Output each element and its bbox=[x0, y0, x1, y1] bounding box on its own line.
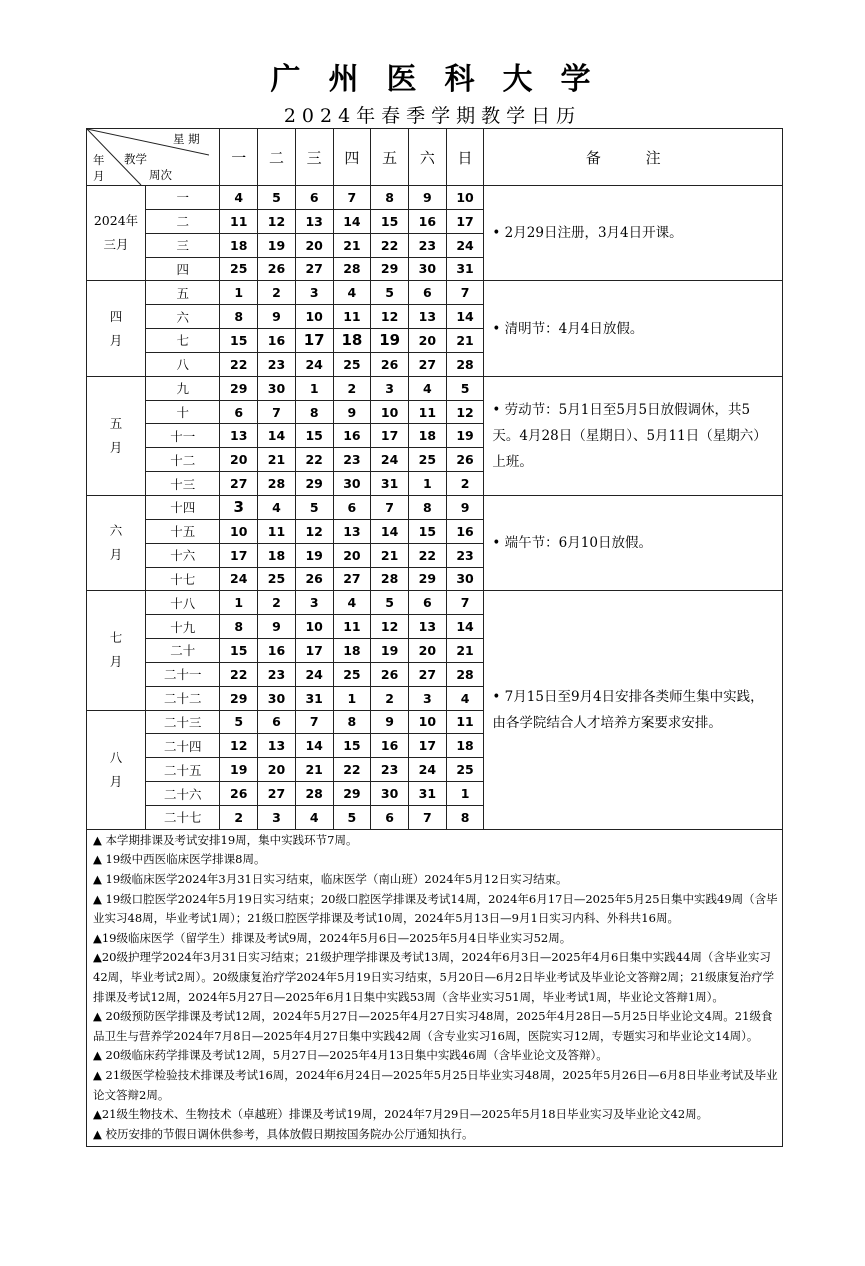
day-cell: 21 bbox=[446, 639, 484, 663]
day-cell: 21 bbox=[371, 543, 409, 567]
day-cell: 28 bbox=[446, 662, 484, 686]
day-cell: 22 bbox=[220, 662, 258, 686]
day-cell: 9 bbox=[371, 710, 409, 734]
day-cell: 20 bbox=[408, 329, 446, 353]
day-cell: 3 bbox=[220, 495, 258, 519]
day-cell: 10 bbox=[371, 400, 409, 424]
day-cell: 23 bbox=[258, 352, 296, 376]
day-cell: 5 bbox=[258, 186, 296, 210]
day-cell: 4 bbox=[258, 495, 296, 519]
week-number: 十九 bbox=[146, 615, 220, 639]
day-cell: 31 bbox=[371, 472, 409, 496]
day-cell: 13 bbox=[333, 519, 371, 543]
month-label-line: 三月 bbox=[103, 237, 129, 253]
note-item: ▲19级临床医学（留学生）排课及考试9周，2024年5月6日—2025年5月4日毕业实习52周。 bbox=[93, 930, 572, 945]
week-number: 七 bbox=[146, 329, 220, 353]
weekday-header: 六 bbox=[408, 129, 446, 186]
day-cell: 8 bbox=[408, 495, 446, 519]
month-label-line: 月 bbox=[109, 439, 123, 455]
note-item: ▲ 19级口腔医学2024年5月19日实习结束；20级口腔医学排课及考试14周，2024年6月17日—2025年5月25日集中实践49周（含毕业实习48周，毕业考试1周）；21级口腔医学排课及考试10周，2024年5月13日—9月1日实习内科、外科共16周。 bbox=[93, 891, 778, 926]
day-cell: 6 bbox=[408, 281, 446, 305]
week-number: 八 bbox=[146, 352, 220, 376]
day-cell: 29 bbox=[295, 472, 333, 496]
day-cell: 23 bbox=[408, 233, 446, 257]
week-number: 六 bbox=[146, 305, 220, 329]
month-label-line: 月 bbox=[109, 654, 123, 670]
day-cell: 22 bbox=[371, 233, 409, 257]
day-cell: 10 bbox=[408, 710, 446, 734]
week-row bbox=[87, 376, 783, 400]
corner-week-label-2: 周次 bbox=[149, 168, 172, 182]
day-cell: 6 bbox=[258, 710, 296, 734]
day-cell: 3 bbox=[295, 591, 333, 615]
week-number: 十七 bbox=[146, 567, 220, 591]
day-cell: 17 bbox=[295, 329, 333, 353]
day-cell: 13 bbox=[258, 734, 296, 758]
month-label bbox=[87, 281, 146, 376]
notes-cell bbox=[87, 829, 783, 1147]
day-cell: 7 bbox=[333, 186, 371, 210]
day-cell: 7 bbox=[371, 495, 409, 519]
corner-month-label: 月 bbox=[93, 169, 105, 183]
day-cell: 13 bbox=[408, 615, 446, 639]
day-cell: 31 bbox=[408, 782, 446, 806]
day-cell: 30 bbox=[446, 567, 484, 591]
day-cell: 17 bbox=[295, 639, 333, 663]
month-label-line: 月 bbox=[109, 547, 123, 563]
week-number: 二十七 bbox=[146, 805, 220, 829]
day-cell: 5 bbox=[371, 281, 409, 305]
day-cell: 11 bbox=[220, 209, 258, 233]
day-cell: 30 bbox=[258, 376, 296, 400]
day-cell: 15 bbox=[371, 209, 409, 233]
day-cell: 11 bbox=[258, 519, 296, 543]
month-label-line: 四 bbox=[109, 308, 123, 324]
page-subtitle: 2024年春季学期教学日历 bbox=[283, 105, 582, 127]
week-number: 九 bbox=[146, 376, 220, 400]
day-cell: 27 bbox=[295, 257, 333, 281]
day-cell: 18 bbox=[446, 734, 484, 758]
day-cell: 22 bbox=[220, 352, 258, 376]
month-remark: • 劳动节：5月1日至5月5日放假调休，共5天。4月28日（星期日）、5月11日（星期六）上班。 bbox=[484, 376, 783, 495]
day-cell: 28 bbox=[258, 472, 296, 496]
day-cell: 31 bbox=[446, 257, 484, 281]
day-cell: 19 bbox=[446, 424, 484, 448]
day-cell: 19 bbox=[295, 543, 333, 567]
day-cell: 11 bbox=[333, 305, 371, 329]
weekday-header: 日 bbox=[446, 129, 484, 186]
week-number: 二十一 bbox=[146, 662, 220, 686]
day-cell: 18 bbox=[333, 639, 371, 663]
day-cell: 16 bbox=[371, 734, 409, 758]
day-cell: 21 bbox=[333, 233, 371, 257]
week-number: 三 bbox=[146, 233, 220, 257]
day-cell: 28 bbox=[295, 782, 333, 806]
day-cell: 19 bbox=[220, 758, 258, 782]
day-cell: 26 bbox=[371, 352, 409, 376]
day-cell: 7 bbox=[446, 281, 484, 305]
day-cell: 2 bbox=[371, 686, 409, 710]
note-item: ▲21级生物技术、生物技术（卓越班）排课及考试19周，2024年7月29日—2025年5月18日毕业实习及毕业论文42周。 bbox=[93, 1107, 709, 1122]
day-cell: 19 bbox=[371, 639, 409, 663]
week-number: 十八 bbox=[146, 591, 220, 615]
note-item: ▲ 21级医学检验技术排课及考试16周，2024年6月24日—2025年5月25日毕业实习48周，2025年5月26日—6月8日毕业考试及毕业论文答辩2周。 bbox=[93, 1067, 778, 1102]
day-cell: 12 bbox=[371, 305, 409, 329]
notes-list bbox=[93, 831, 778, 1145]
day-cell: 19 bbox=[371, 329, 409, 353]
day-cell: 26 bbox=[446, 448, 484, 472]
day-cell: 13 bbox=[295, 209, 333, 233]
day-cell: 9 bbox=[446, 495, 484, 519]
day-cell: 4 bbox=[408, 376, 446, 400]
day-cell: 18 bbox=[333, 329, 371, 353]
day-cell: 20 bbox=[333, 543, 371, 567]
day-cell: 8 bbox=[446, 805, 484, 829]
day-cell: 12 bbox=[446, 400, 484, 424]
month-label-line: 六 bbox=[109, 523, 123, 539]
day-cell: 25 bbox=[220, 257, 258, 281]
weekday-header: 五 bbox=[371, 129, 409, 186]
day-cell: 20 bbox=[220, 448, 258, 472]
day-cell: 25 bbox=[258, 567, 296, 591]
week-row bbox=[87, 186, 783, 210]
remarks-header: 备 注 bbox=[484, 129, 783, 186]
day-cell: 6 bbox=[371, 805, 409, 829]
day-cell: 6 bbox=[333, 495, 371, 519]
day-cell: 17 bbox=[220, 543, 258, 567]
day-cell: 14 bbox=[333, 209, 371, 233]
month-label bbox=[87, 495, 146, 590]
day-cell: 5 bbox=[371, 591, 409, 615]
day-cell: 1 bbox=[408, 472, 446, 496]
month-remark: • 端午节：6月10日放假。 bbox=[484, 495, 783, 590]
day-cell: 14 bbox=[446, 615, 484, 639]
day-cell: 17 bbox=[371, 424, 409, 448]
day-cell: 24 bbox=[408, 758, 446, 782]
month-remark: • 清明节：4月4日放假。 bbox=[484, 281, 783, 376]
day-cell: 8 bbox=[333, 710, 371, 734]
day-cell: 18 bbox=[220, 233, 258, 257]
day-cell: 3 bbox=[295, 281, 333, 305]
day-cell: 4 bbox=[446, 686, 484, 710]
day-cell: 7 bbox=[258, 400, 296, 424]
week-number: 四 bbox=[146, 257, 220, 281]
day-cell: 27 bbox=[408, 352, 446, 376]
corner-year-label: 年 bbox=[93, 153, 105, 167]
day-cell: 15 bbox=[408, 519, 446, 543]
day-cell: 24 bbox=[446, 233, 484, 257]
note-item: ▲ 校历安排的节假日调休供参考，具体放假日期按国务院办公厅通知执行。 bbox=[93, 1126, 474, 1141]
week-number: 二十五 bbox=[146, 758, 220, 782]
day-cell: 16 bbox=[258, 639, 296, 663]
day-cell: 1 bbox=[333, 686, 371, 710]
day-cell: 24 bbox=[220, 567, 258, 591]
day-cell: 23 bbox=[258, 662, 296, 686]
day-cell: 25 bbox=[333, 352, 371, 376]
corner-weekday-label: 星 期 bbox=[173, 132, 200, 146]
day-cell: 15 bbox=[220, 639, 258, 663]
day-cell: 23 bbox=[333, 448, 371, 472]
day-cell: 8 bbox=[220, 615, 258, 639]
day-cell: 29 bbox=[220, 686, 258, 710]
day-cell: 18 bbox=[408, 424, 446, 448]
day-cell: 5 bbox=[333, 805, 371, 829]
day-cell: 20 bbox=[408, 639, 446, 663]
day-cell: 26 bbox=[295, 567, 333, 591]
day-cell: 16 bbox=[258, 329, 296, 353]
week-number: 十六 bbox=[146, 543, 220, 567]
day-cell: 21 bbox=[295, 758, 333, 782]
day-cell: 8 bbox=[295, 400, 333, 424]
day-cell: 31 bbox=[295, 686, 333, 710]
week-number: 二十三 bbox=[146, 710, 220, 734]
day-cell: 1 bbox=[295, 376, 333, 400]
day-cell: 22 bbox=[295, 448, 333, 472]
day-cell: 26 bbox=[258, 257, 296, 281]
day-cell: 4 bbox=[333, 591, 371, 615]
day-cell: 1 bbox=[220, 281, 258, 305]
day-cell: 27 bbox=[258, 782, 296, 806]
day-cell: 5 bbox=[295, 495, 333, 519]
month-label-line: 2024年 bbox=[93, 213, 139, 229]
month-label-line: 月 bbox=[109, 773, 123, 789]
day-cell: 22 bbox=[333, 758, 371, 782]
day-cell: 17 bbox=[408, 734, 446, 758]
day-cell: 5 bbox=[446, 376, 484, 400]
day-cell: 29 bbox=[408, 567, 446, 591]
day-cell: 19 bbox=[258, 233, 296, 257]
day-cell: 30 bbox=[408, 257, 446, 281]
day-cell: 6 bbox=[295, 186, 333, 210]
day-cell: 27 bbox=[408, 662, 446, 686]
day-cell: 14 bbox=[295, 734, 333, 758]
day-cell: 24 bbox=[371, 448, 409, 472]
calendar-body bbox=[87, 186, 783, 830]
day-cell: 23 bbox=[371, 758, 409, 782]
day-cell: 14 bbox=[258, 424, 296, 448]
day-cell: 6 bbox=[408, 591, 446, 615]
day-cell: 4 bbox=[220, 186, 258, 210]
day-cell: 30 bbox=[258, 686, 296, 710]
day-cell: 29 bbox=[371, 257, 409, 281]
day-cell: 28 bbox=[333, 257, 371, 281]
day-cell: 17 bbox=[446, 209, 484, 233]
day-cell: 10 bbox=[220, 519, 258, 543]
day-cell: 10 bbox=[295, 615, 333, 639]
day-cell: 14 bbox=[371, 519, 409, 543]
day-cell: 7 bbox=[408, 805, 446, 829]
day-cell: 2 bbox=[446, 472, 484, 496]
day-cell: 7 bbox=[295, 710, 333, 734]
week-number: 二 bbox=[146, 209, 220, 233]
week-number: 十 bbox=[146, 400, 220, 424]
day-cell: 4 bbox=[333, 281, 371, 305]
day-cell: 2 bbox=[258, 281, 296, 305]
month-label bbox=[87, 591, 146, 710]
day-cell: 26 bbox=[220, 782, 258, 806]
day-cell: 9 bbox=[408, 186, 446, 210]
month-label-line: 七 bbox=[109, 630, 123, 646]
day-cell: 11 bbox=[446, 710, 484, 734]
month-label bbox=[87, 376, 146, 495]
day-cell: 9 bbox=[258, 305, 296, 329]
corner-week-label: 教学 bbox=[124, 152, 147, 166]
week-number: 十三 bbox=[146, 472, 220, 496]
day-cell: 10 bbox=[446, 186, 484, 210]
calendar-table bbox=[86, 128, 783, 1147]
day-cell: 30 bbox=[371, 782, 409, 806]
summer-remark: • 7月15日至9月4日安排各类师生集中实践，由各学院结合人才培养方案要求安排。 bbox=[484, 591, 783, 829]
note-item: ▲20级护理学2024年3月31日实习结束；21级护理学排课及考试13周，2024年6月3日—2025年4月6日集中实践44周（含毕业实习42周，毕业考试2周）。20级康复治疗学2024年5月19日实习结束，5月20日—6月2日毕业考试及毕业论文答辩2周；21级康复治疗学排课及考试12周，2024年5月27日—2025年6月1日集中实践53周（含毕业实习51周，毕业考试1周，毕业论文答辩1周）。 bbox=[93, 950, 775, 1004]
day-cell: 25 bbox=[408, 448, 446, 472]
day-cell: 11 bbox=[333, 615, 371, 639]
note-item: ▲ 本学期排课及考试安排19周，集中实践环节7周。 bbox=[93, 832, 358, 847]
day-cell: 29 bbox=[333, 782, 371, 806]
day-cell: 22 bbox=[408, 543, 446, 567]
month-label-line: 八 bbox=[109, 749, 123, 765]
day-cell: 1 bbox=[220, 591, 258, 615]
day-cell: 15 bbox=[333, 734, 371, 758]
month-remark: • 2月29日注册，3月4日开课。 bbox=[484, 186, 783, 281]
day-cell: 11 bbox=[408, 400, 446, 424]
day-cell: 26 bbox=[371, 662, 409, 686]
week-number: 十二 bbox=[146, 448, 220, 472]
note-item: ▲ 20级预防医学排课及考试12周，2024年5月27日—2025年4月27日实习48周，2025年4月28日—5月25日毕业论文4周。21级食品卫生与营养学2024年7月8日—2025年4月27日集中实践42周（含专业实习16周，医院实习12周，专题实习和毕业论文14周）。 bbox=[93, 1009, 773, 1043]
day-cell: 15 bbox=[220, 329, 258, 353]
weekday-header: 四 bbox=[333, 129, 371, 186]
month-label bbox=[87, 710, 146, 829]
weekday-header: 二 bbox=[258, 129, 296, 186]
day-cell: 20 bbox=[258, 758, 296, 782]
week-number: 二十二 bbox=[146, 686, 220, 710]
day-cell: 24 bbox=[295, 352, 333, 376]
day-cell: 2 bbox=[220, 805, 258, 829]
weekday-header: 三 bbox=[295, 129, 333, 186]
month-label-line: 月 bbox=[109, 332, 123, 348]
day-cell: 29 bbox=[220, 376, 258, 400]
day-cell: 25 bbox=[446, 758, 484, 782]
day-cell: 20 bbox=[295, 233, 333, 257]
day-cell: 8 bbox=[371, 186, 409, 210]
day-cell: 18 bbox=[258, 543, 296, 567]
day-cell: 16 bbox=[408, 209, 446, 233]
weekday-header: 一 bbox=[220, 129, 258, 186]
month-label-line: 五 bbox=[109, 415, 123, 431]
day-cell: 27 bbox=[333, 567, 371, 591]
week-number: 二十六 bbox=[146, 782, 220, 806]
week-row bbox=[87, 495, 783, 519]
day-cell: 1 bbox=[446, 782, 484, 806]
week-number: 二十四 bbox=[146, 734, 220, 758]
day-cell: 6 bbox=[220, 400, 258, 424]
day-cell: 15 bbox=[295, 424, 333, 448]
day-cell: 16 bbox=[333, 424, 371, 448]
week-number: 二十 bbox=[146, 639, 220, 663]
day-cell: 8 bbox=[220, 305, 258, 329]
day-cell: 24 bbox=[295, 662, 333, 686]
day-cell: 13 bbox=[220, 424, 258, 448]
day-cell: 12 bbox=[258, 209, 296, 233]
day-cell: 30 bbox=[333, 472, 371, 496]
page-title: 广州医科大学 bbox=[270, 62, 619, 97]
week-number: 十四 bbox=[146, 495, 220, 519]
day-cell: 28 bbox=[371, 567, 409, 591]
month-label bbox=[87, 186, 146, 281]
day-cell: 9 bbox=[258, 615, 296, 639]
day-cell: 14 bbox=[446, 305, 484, 329]
day-cell: 7 bbox=[446, 591, 484, 615]
day-cell: 25 bbox=[333, 662, 371, 686]
day-cell: 12 bbox=[295, 519, 333, 543]
week-row bbox=[87, 591, 783, 615]
day-cell: 28 bbox=[446, 352, 484, 376]
day-cell: 3 bbox=[258, 805, 296, 829]
week-number: 一 bbox=[146, 186, 220, 210]
day-cell: 9 bbox=[333, 400, 371, 424]
day-cell: 12 bbox=[220, 734, 258, 758]
day-cell: 12 bbox=[371, 615, 409, 639]
day-cell: 10 bbox=[295, 305, 333, 329]
day-cell: 2 bbox=[333, 376, 371, 400]
day-cell: 21 bbox=[258, 448, 296, 472]
day-cell: 3 bbox=[408, 686, 446, 710]
day-cell: 27 bbox=[220, 472, 258, 496]
week-number: 十五 bbox=[146, 519, 220, 543]
day-cell: 3 bbox=[371, 376, 409, 400]
day-cell: 21 bbox=[446, 329, 484, 353]
day-cell: 16 bbox=[446, 519, 484, 543]
day-cell: 5 bbox=[220, 710, 258, 734]
day-cell: 2 bbox=[258, 591, 296, 615]
note-item: ▲ 19级中西医临床医学排课8周。 bbox=[93, 852, 266, 867]
week-row bbox=[87, 281, 783, 305]
note-item: ▲ 19级临床医学2024年3月31日实习结束，临床医学（南山班）2024年5月12日实习结束。 bbox=[93, 871, 568, 886]
day-cell: 4 bbox=[295, 805, 333, 829]
week-number: 十一 bbox=[146, 424, 220, 448]
header-corner bbox=[87, 129, 220, 186]
note-item: ▲ 20级临床药学排课及考试12周，5月27日—2025年4月13日集中实践46周（含毕业论文及答辩）。 bbox=[93, 1048, 608, 1063]
day-cell: 23 bbox=[446, 543, 484, 567]
week-number: 五 bbox=[146, 281, 220, 305]
day-cell: 13 bbox=[408, 305, 446, 329]
